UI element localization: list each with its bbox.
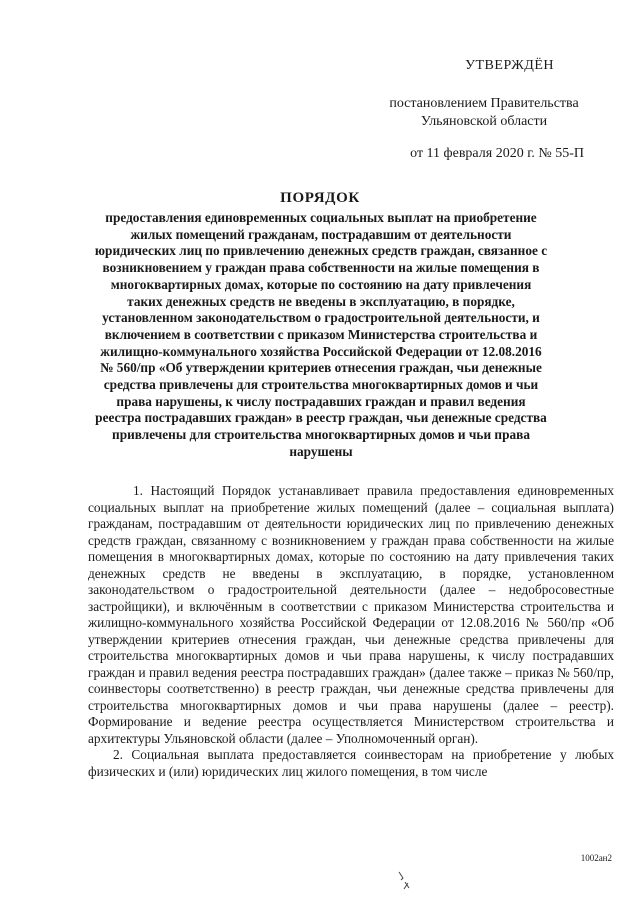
paragraph-1: 1. Настоящий Порядок устанавливает правила предоставления единовременных социальных выплат на приобретение жилых помещений (далее – социальная выплата) гражданам, пострадавшим от деятельности юридических лиц по привлечению денежных средств граждан, связанному с возникновением у граждан права собственности на жилые помещения в многоквартирных домах, которые по состоянию на дату привлечения таких денежных средств не введены в эксплуатацию, в порядке, установленном законодательством о градостроительной деятельности (далее – недобросовестные застройщики), и включённым в соответствии с приказом Министерства строительства и жилищно-коммунального хозяйства Российской Федерации от 12.08.2016 № 560/пр «Об утверждении критериев отнесения граждан, чьи денежные средства привлечены для строительства многоквартирных домов и чьи права нарушены, к числу пострадавших граждан и правил ведения реестра пострадавших граждан» (далее также – приказ № 560/пр, соинвесторы соответственно) в реестр граждан, чьи денежные средства привлечены для строительства многоквартирных домов и чьи права нарушены (далее – реестр). Формирование и ведение реестра осуществляется Министерством строительства и архитектуры Ульяновской области (далее – Уполномоченный орган). <box>88 483 614 746</box>
approval-decree: постановлением Правительства Ульяновской области <box>389 96 579 129</box>
footer-code: 1002ан2 <box>580 853 612 863</box>
approval-title: УТВЕРЖДЁН <box>465 58 554 73</box>
handwritten-mark <box>395 868 415 892</box>
paragraph-2: 2. Социальная выплата предоставляется соинвесторам на приобретение у любых физических и (или) юридических лиц жилого помещения, в том числе <box>88 747 614 779</box>
document-subtitle: предоставления единовременных социальных выплат на приобретение жилых помещений гражданам, пострадавшим от деятельности юридических лиц по привлечению денежных средств граждан, связанное с возникновением у граждан права собственности на жилые помещения в многоквартирных домах, которые по состоянию на дату привлечения таких денежных средств не введены в эксплуатацию, в порядке, установленном законодательством о градостроительной деятельности, и включением в соответствии с приказом Министерства строительства и жилищно-коммунального хозяйства Российской Федерации от 12.08.2016 № 560/пр «Об утверждении критериев отнесения граждан, чьи денежные средства привлечены для строительства многоквартирных домов и чьи права нарушены, к числу пострадавших граждан и правил ведения реестра пострадавших граждан» в реестр граждан, чьи денежные средства привлечены для строительства многоквартирных домов и чьи права нарушены <box>94 210 548 459</box>
document-title: ПОРЯДОК <box>280 190 360 206</box>
approval-date: от 11 февраля 2020 г. № 55-П <box>410 146 584 161</box>
document-body <box>88 483 614 780</box>
